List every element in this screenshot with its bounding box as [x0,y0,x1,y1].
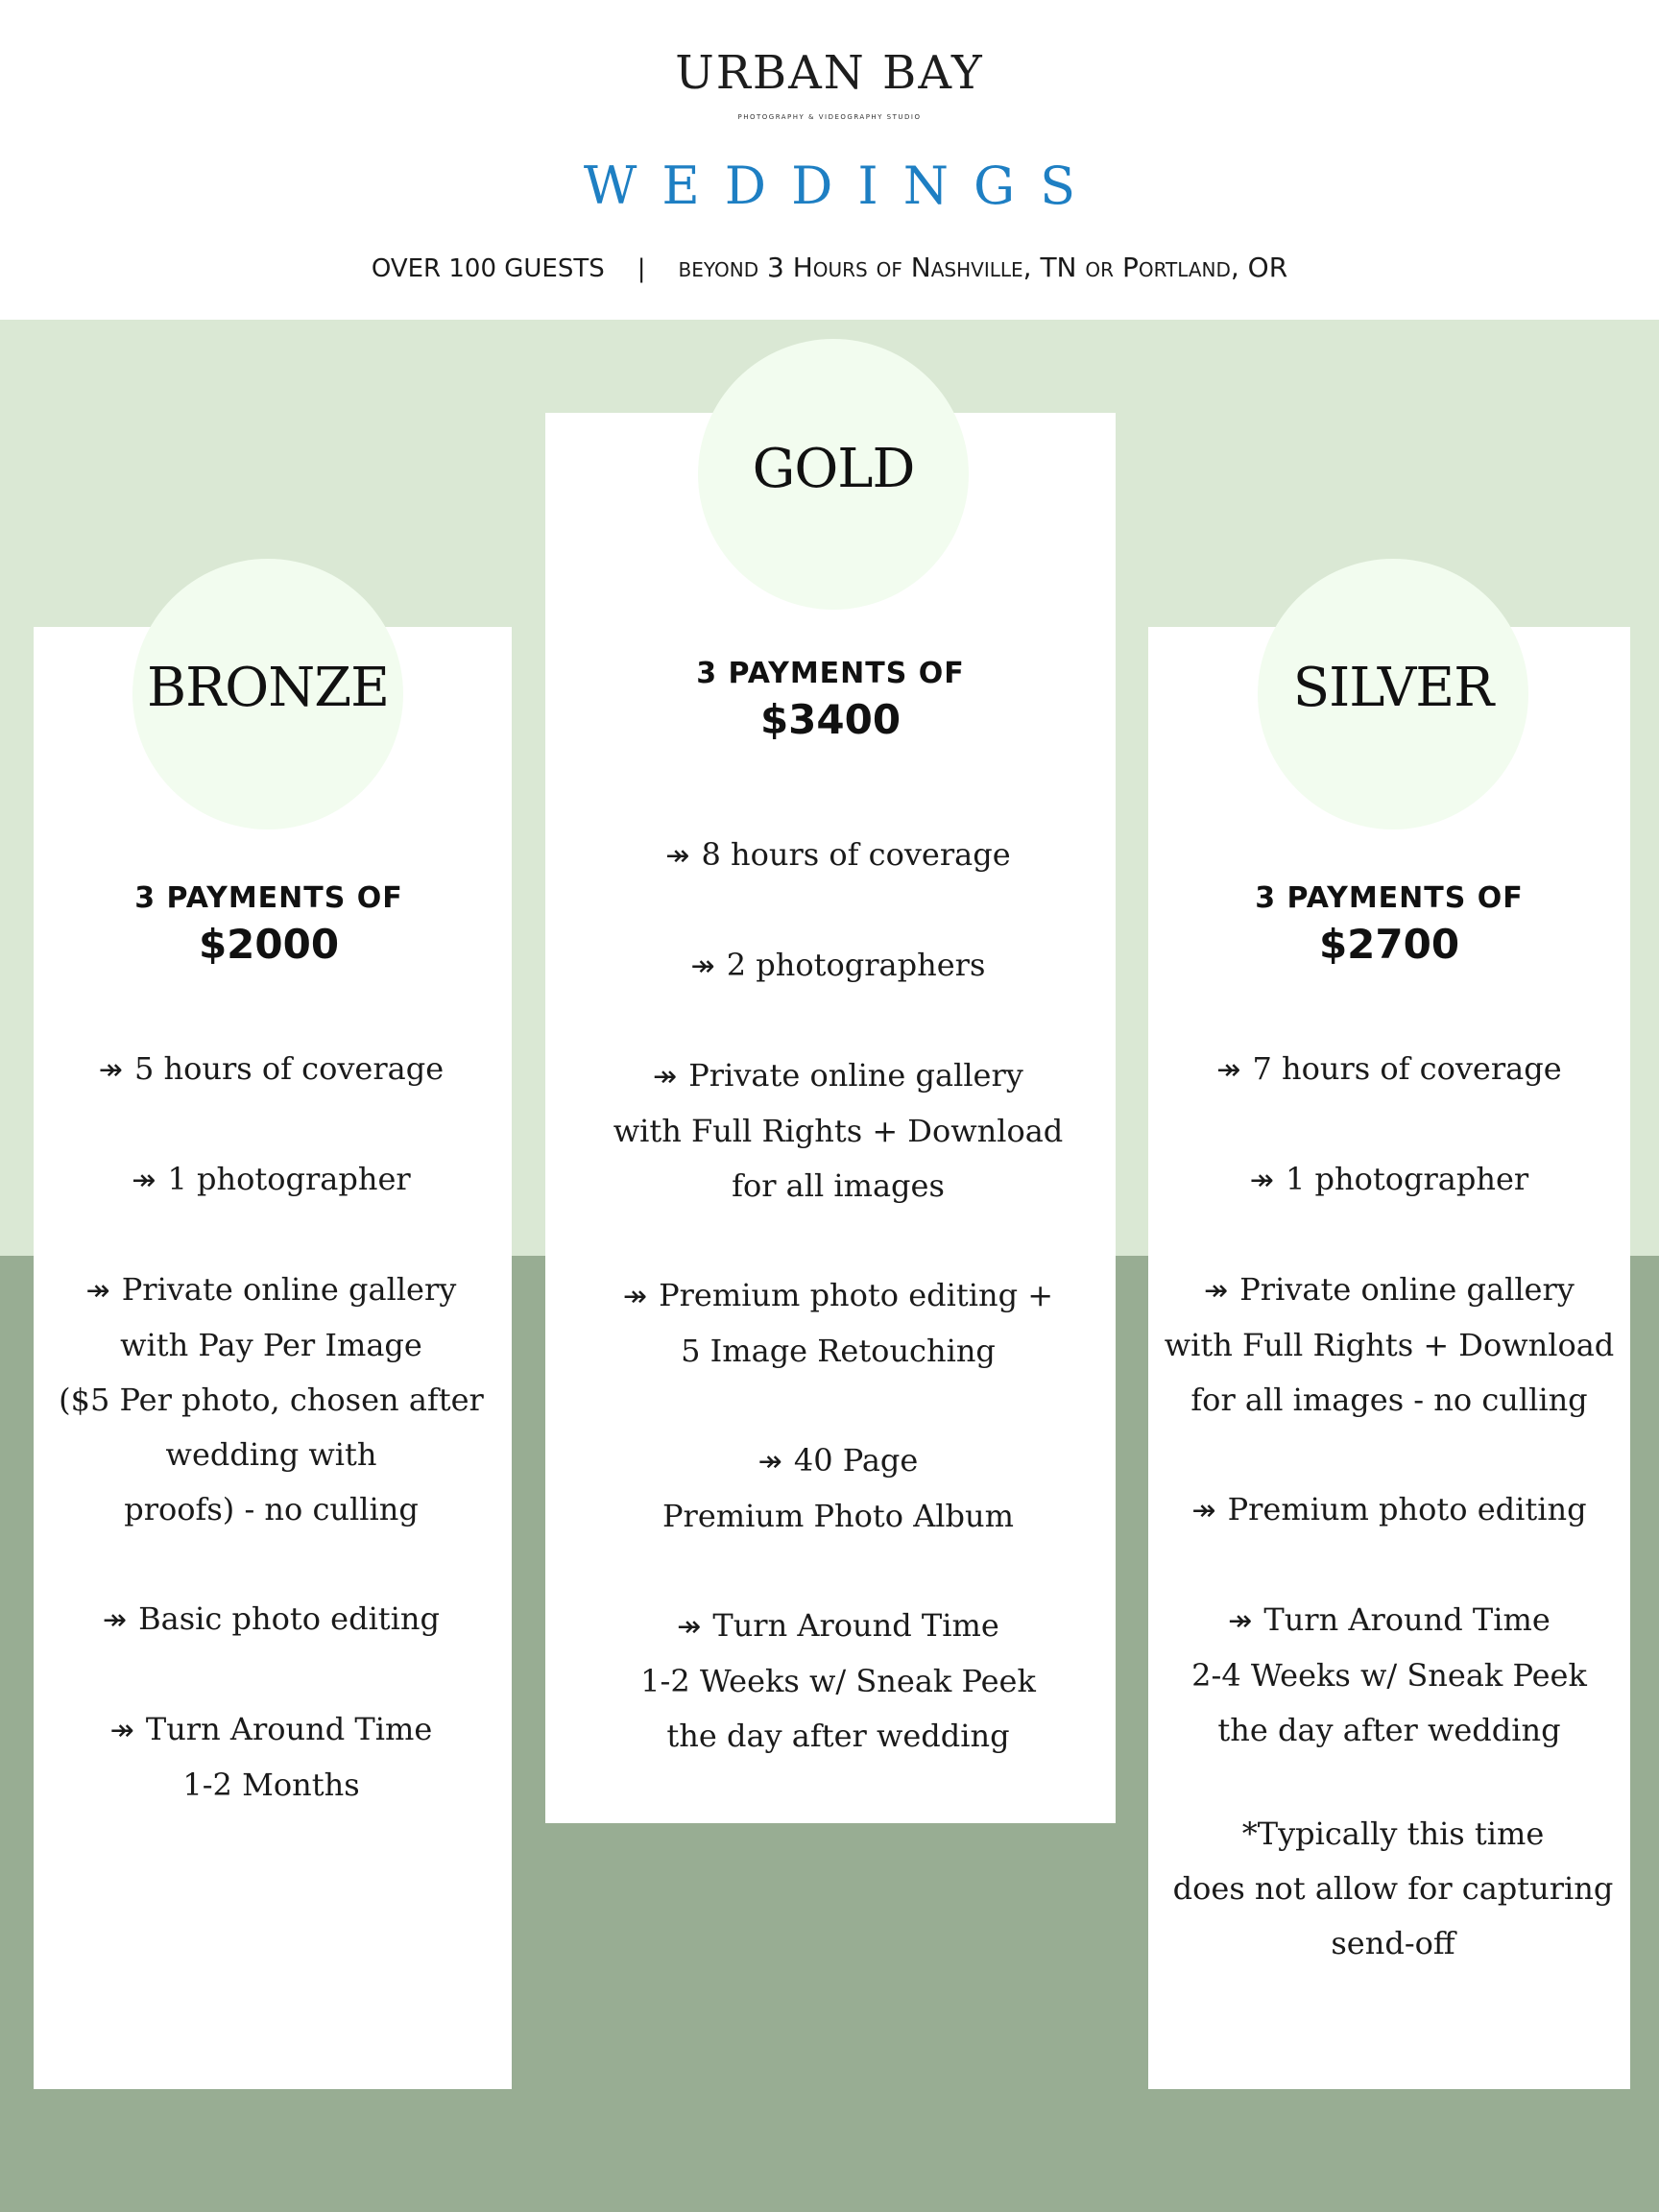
double-arrow-icon: ↠ [103,1603,128,1637]
feature-text [34,1482,509,1537]
feature-line: Premium photo editing [1227,1491,1587,1527]
double-arrow-icon: ↠ [757,1445,782,1479]
feature-line: Premium Photo Album [662,1498,1014,1534]
page-title: WEDDINGS [583,156,1101,216]
double-arrow-icon: ↠ [109,1714,134,1747]
feature-line: 1-2 Weeks w/ Sneak Peek [640,1663,1036,1699]
silver-tier-name: SILVER [1292,657,1494,719]
page-subtitle [0,252,1659,283]
feature-text [1148,1042,1630,1097]
silver-price-value: $2700 [1318,921,1460,968]
feature-text [1148,1482,1630,1538]
silver-price-label: 3 PAYMENTS OF [1255,881,1524,915]
feature-line: 5 hours of coverage [133,1050,445,1087]
double-arrow-icon: ↠ [132,1164,156,1197]
feature-text [545,1489,1131,1544]
silver-footnote-line: *Typically this time [1241,1815,1545,1852]
feature-line: 1-2 Months [182,1767,360,1803]
bronze-price-value: $2000 [198,921,340,968]
feature-text [34,1152,509,1208]
double-arrow-icon: ↠ [1216,1053,1241,1087]
feature-text [545,1433,1131,1489]
double-arrow-icon: ↠ [653,1060,678,1094]
feature-text [1148,1648,1630,1703]
feature-text [34,1262,509,1318]
feature-line: ($5 Per photo, chosen after [59,1382,484,1418]
double-arrow-icon: ↠ [677,1610,702,1644]
feature-text [545,1709,1131,1764]
guest-count: OVER 100 GUESTS [371,254,605,283]
feature-text [1148,1593,1630,1648]
feature-text [1148,1262,1630,1318]
silver-footnote-line: does not allow for capturing [1172,1870,1614,1907]
gold-feature-list [545,828,1131,1818]
feature-line: with Full Rights + Download [1164,1327,1615,1363]
double-arrow-icon: ↠ [98,1053,123,1087]
feature-text [545,1268,1131,1324]
feature-text [34,1428,509,1482]
feature-text [1148,1373,1630,1428]
feature-text [34,1318,509,1373]
feature-item [545,938,1131,994]
feature-line: 2-4 Weeks w/ Sneak Peek [1191,1657,1587,1694]
feature-text [34,1758,509,1813]
gold-price-value: $3400 [759,696,902,743]
silver-price [1148,881,1630,968]
double-arrow-icon: ↠ [1228,1604,1253,1638]
feature-line: Turn Around Time [712,1607,999,1644]
feature-text [1148,1703,1630,1758]
double-arrow-icon: ↠ [1249,1164,1274,1197]
feature-item [545,1048,1131,1214]
bronze-price-label: 3 PAYMENTS OF [134,881,403,915]
feature-text [1148,1152,1630,1208]
feature-line: 5 Image Retouching [681,1333,996,1369]
gold-tier-name: GOLD [752,438,915,500]
silver-feature-list [1148,1042,1630,1813]
feature-line: 7 hours of coverage [1252,1050,1562,1087]
feature-item [1148,1262,1630,1428]
feature-line: for all images [732,1167,945,1204]
feature-line: 1 photographer [167,1161,411,1197]
feature-item [545,1268,1131,1379]
feature-line: wedding with [165,1436,377,1473]
feature-item [545,1433,1131,1544]
feature-item [1148,1152,1630,1208]
feature-line: Basic photo editing [138,1600,440,1637]
feature-text [545,1599,1131,1654]
feature-line: for all images - no culling [1190,1382,1588,1418]
double-arrow-icon: ↠ [1191,1494,1216,1527]
feature-item [545,828,1131,883]
feature-item [34,1592,509,1647]
feature-text [545,1104,1131,1159]
double-arrow-icon: ↠ [1204,1274,1229,1308]
feature-line: 40 Page [793,1442,919,1479]
feature-line: Private online gallery [688,1057,1023,1094]
feature-line: 8 hours of coverage [701,836,1011,873]
feature-line: 2 photographers [726,947,986,983]
feature-text [34,1592,509,1647]
feature-line: Private online gallery [1239,1271,1575,1308]
feature-item [34,1262,509,1537]
feature-text [545,938,1131,994]
feature-line: Turn Around Time [145,1711,433,1747]
studio-logo: URBAN BAY [675,46,984,100]
feature-text [545,1654,1131,1709]
feature-item [1148,1042,1630,1097]
location-text: beyond 3 Hours of Nashville, TN or Portland, OR [678,252,1288,283]
double-arrow-icon: ↠ [665,839,690,873]
gold-price-label: 3 PAYMENTS OF [696,657,965,690]
gold-price [545,657,1116,743]
feature-text [545,828,1131,883]
subtitle-separator: | [637,254,646,283]
feature-text [545,1048,1131,1104]
bronze-tier-name: BRONZE [146,657,389,719]
double-arrow-icon: ↠ [622,1280,648,1313]
studio-logo-tagline: PHOTOGRAPHY & VIDEOGRAPHY STUDIO [737,113,922,121]
feature-item [34,1042,509,1097]
feature-item [545,1599,1131,1764]
feature-line: the day after wedding [1217,1712,1561,1748]
bronze-feature-list [34,1042,509,1867]
feature-line: proofs) - no culling [124,1491,419,1527]
silver-footnote [1148,1807,1638,1971]
feature-line: 1 photographer [1285,1161,1529,1197]
double-arrow-icon: ↠ [85,1274,110,1308]
feature-text [34,1373,509,1428]
feature-item [1148,1482,1630,1538]
feature-line: Private online gallery [121,1271,457,1308]
feature-text [34,1042,509,1097]
feature-text [1148,1318,1630,1373]
bronze-price [34,881,504,968]
feature-item [1148,1593,1630,1758]
double-arrow-icon: ↠ [690,950,715,983]
feature-text [545,1324,1131,1379]
feature-item [34,1702,509,1813]
feature-line: with Full Rights + Download [613,1113,1064,1149]
feature-item [34,1152,509,1208]
feature-text [545,1159,1131,1214]
feature-line: with Pay Per Image [120,1327,422,1363]
header [0,0,1659,320]
feature-line: Premium photo editing + [659,1277,1054,1313]
silver-footnote-line: send-off [1331,1925,1455,1961]
feature-line: the day after wedding [666,1718,1010,1754]
feature-line: Turn Around Time [1263,1601,1551,1638]
feature-text [34,1702,509,1758]
